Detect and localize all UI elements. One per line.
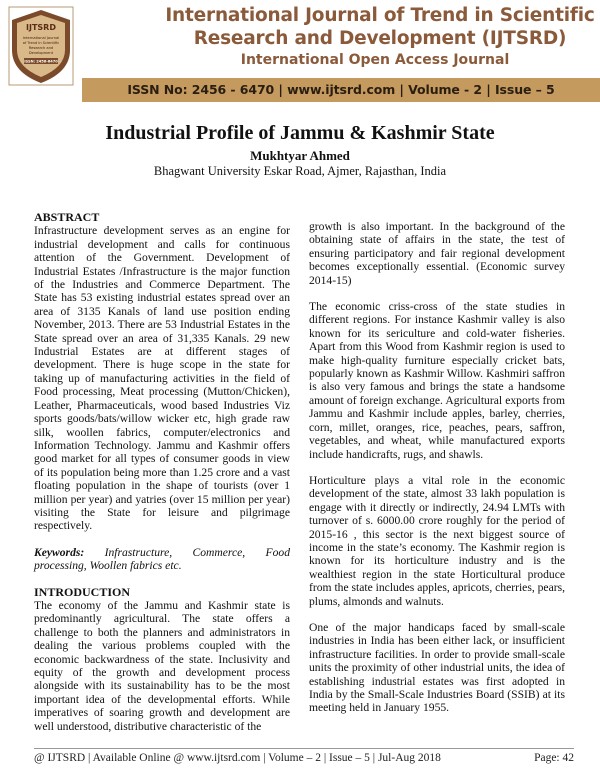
paragraph-economic: The economic criss-cross of the state studies in different regions. For instance Kashmir valley is also known for its sericulture and cold-water fisheries. Apart from this Wood from Kashmir region is used to make high-quality furniture especially cricket bats, popularly known as Kashmir Willow. Kashmiri saffron is also very famous and brings the state a handsome amount of foreign exchange. Agricultural exports from Jammu and Kashmir include apples, barley, cherries, corn, millet, oranges, rice, peaches, pears, saffron, vegetables, and wheat, while manufactured exports include handicrafts, rugs, and shawls. [309, 300, 565, 461]
footer-divider [34, 748, 574, 749]
author-name: Mukhtyar Ahmed [250, 148, 350, 163]
svg-text:Research and: Research and [28, 46, 54, 50]
keywords-text: Infrastructure, Commerce, Food processing, Woollen fabrics etc. [34, 545, 290, 573]
open-access-label: International Open Access Journal [240, 52, 510, 68]
introduction-text: The economy of the Jammu and Kashmir state is predominantly agricultural. The state offers a challenge to both the planners and administrators in dealing the various problems coupled with the economic backwardness of the state. Inclusivity and equity of the growth and development process alongside with its sustainability has to be the most important idea of the developmental efforts. While imperatives of soaring growth and development are well understood, distributive characteristic of the [34, 598, 290, 733]
ijtsrd-logo-icon [8, 6, 74, 86]
svg-text:of Trend in Scientific: of Trend in Scientific [22, 41, 60, 45]
journal-title-line2: Research and Development (IJTSRD) [193, 28, 567, 49]
paragraph-handicaps: One of the major handicaps faced by small-scale industries in India has been either lack, or insufficient infrastructure facilities. In order to provide small-scale units the proximity of other industrial units, the idea of establishing industrial estates was first adopted in India by the Small-Scale Industries Board (SSIB) at its meeting held in January 1955. [309, 620, 565, 715]
footer-text: @ IJTSRD | Available Online @ www.ijtsrd.com | Volume – 2 | Issue – 5 | Jul-Aug 2018 [34, 752, 441, 764]
svg-text:IJTSRD: IJTSRD [26, 23, 56, 32]
paragraph-growth: growth is also important. In the background of the obtaining state of affairs in the state, the test of ensuring participatory and fair regional development becomes exceptionally essential. (Economic survey 2014-15) [309, 220, 565, 287]
issn-bar: ISSN No: 2456 - 6470 | www.ijtsrd.com | Volume - 2 | Issue – 5 [82, 78, 600, 102]
page-number: Page: 42 [534, 752, 574, 764]
svg-text:International Journal: International Journal [22, 36, 60, 40]
paragraph-horticulture: Horticulture plays a vital role in the economic development of the state, almost 33 lakh population is engage with it directly or indirectly, 24.94 LMTs with turnover of s. 6000.00 crore roughly for the period of 2015-16 , this sector is the next biggest source of income in the state’s economy. The Kashmir region is known for its horticulture industry and is the wealthiest region in the state Horticultural produce from the state includes apples, apricots, cherries, pears, plums, almonds and walnuts. [309, 473, 565, 608]
paper-title: Industrial Profile of Jammu & Kashmir State [105, 122, 495, 144]
svg-text:ISSN: 2456-6470: ISSN: 2456-6470 [24, 59, 58, 64]
keywords-label: Keywords: [34, 545, 85, 559]
page-footer [34, 752, 574, 764]
journal-title [160, 4, 600, 50]
abstract-heading: ABSTRACT [34, 210, 100, 224]
author-affiliation: Bhagwant University Eskar Road, Ajmer, Rajasthan, India [153, 164, 447, 178]
svg-text:Development: Development [28, 51, 54, 55]
right-column [309, 220, 565, 728]
left-column [34, 211, 290, 746]
introduction-heading: INTRODUCTION [34, 584, 131, 599]
keywords [34, 546, 290, 573]
journal-header [0, 0, 600, 108]
abstract-text: Infrastructure development serves as an engine for industrial development and calls for continuous attention of the Government. Development of Industrial Estates /Infrastructure is the major function of the Industries and Commerce Department. The State has 53 existing industrial estates spread over an area of 3135 Kanals of land use position ending November, 2013. There are 53 Industrial Estates in the State spread over an area of 31,335 Kanals. 29 new Industrial Estates are at different stages of development. There is huge scope in the state for taking up of manufacturing activities in the field of Food processing, Meat processing (Mutton/Chicken), Leather, Pharmaceuticals, wood based Industries Viz sports goods/bats/willow wicker etc, high grade raw silk, woollen fabrics, computer/electronics and Information Technology. Jammu and Kashmir offers good market for all types of consumer goods in view of its population being more than 1.25 crore and a vast floating population in the shape of tourists (over 1 million per year) and yatries (over 15 million per year) visiting the State for leisure and pilgrimage respectively. [34, 224, 290, 533]
journal-title-line1: International Journal of Trend in Scientific [165, 5, 595, 26]
